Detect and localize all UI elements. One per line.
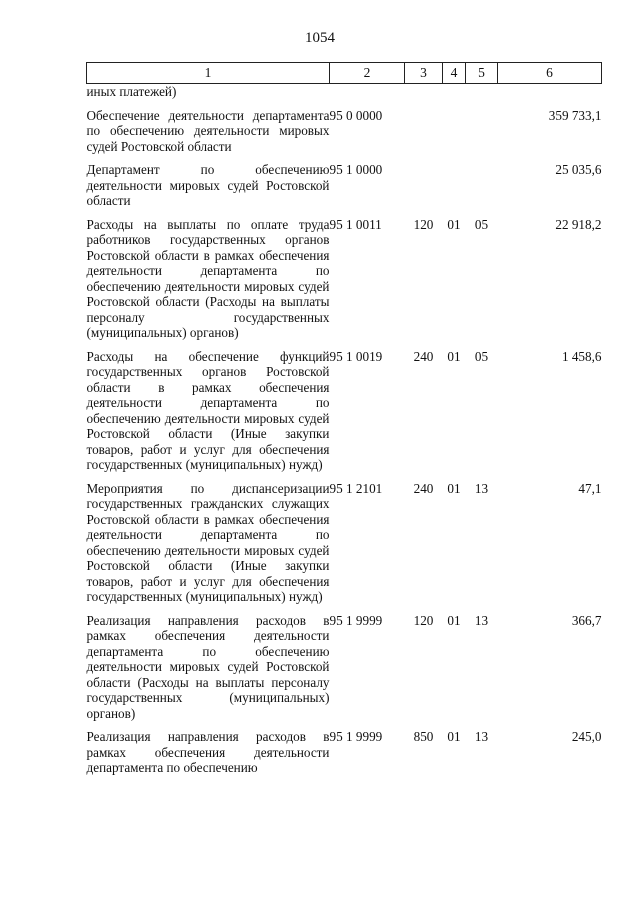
table-header	[87, 63, 602, 84]
row-rz: 01	[447, 348, 461, 364]
continuation-text: иных платежей)	[86, 84, 177, 99]
row-amount: 1 458,6	[561, 348, 602, 364]
row-pr: 05	[474, 348, 489, 364]
row-amount: 359 733,1	[548, 107, 602, 123]
row-code: 95 1 0011	[329, 216, 382, 232]
row-amount: 366,7	[571, 612, 602, 628]
row-vr	[405, 108, 443, 163]
row-amount: 25 035,6	[555, 162, 602, 177]
row-rz	[443, 108, 466, 163]
row-pr: 05	[474, 216, 489, 232]
table-row	[87, 217, 602, 349]
page-number: 1054	[305, 30, 335, 46]
row-rz: 01	[447, 216, 461, 232]
header-col-3: 3	[405, 63, 443, 84]
row-vr: 850	[413, 729, 434, 744]
row-code: 95 1 9999	[329, 729, 383, 744]
row-pr: 13	[474, 729, 489, 744]
row-name: Мероприятия по диспансеризации государственных гражданских служащих Ростовской области в рамках обеспечения деятельности департамента по обеспечению деятельности мировых судей Ростовской области (Иные закупки товаров, работ и услуг для обеспечения государственных (муниципальных) нужд)	[86, 480, 330, 604]
continuation-row	[87, 84, 602, 108]
row-amount: 245,0	[571, 729, 602, 744]
row-code: 95 1 0019	[329, 348, 383, 364]
header-col-5: 5	[466, 63, 498, 84]
header-col-4: 4	[443, 63, 466, 84]
row-vr: 120	[413, 612, 434, 628]
row-amount: 47,1	[578, 480, 602, 496]
row-pr	[466, 108, 498, 163]
row-amount: 22 918,2	[555, 216, 602, 232]
row-rz	[443, 162, 466, 217]
row-pr	[466, 162, 498, 217]
row-name: Расходы на обеспечение функций государственных органов Ростовской области в рамках обеспечения деятельности департамента по обеспечению деятельности мировых судей Ростовской области (Иные закупки товаров, работ и услуг для обеспечения государственных (муниципальных) нужд)	[86, 348, 330, 472]
row-code: 95 0 0000	[329, 107, 383, 123]
header-col-2: 2	[330, 63, 405, 84]
header-col-1: 1	[87, 63, 330, 84]
row-code: 95 1 9999	[329, 612, 383, 628]
row-rz: 01	[447, 612, 461, 628]
row-name: Расходы на выплаты по оплате труда работников государственных органов Ростовской области в рамках обеспечения деятельности департамента по обеспечению деятельности мировых судей Ростовской области (Расходы на выплаты персоналу государственных (муниципальных) органов)	[86, 216, 330, 340]
row-pr: 13	[474, 480, 489, 496]
row-rz: 01	[447, 729, 461, 744]
row-vr: 120	[413, 216, 434, 232]
table-row	[87, 729, 602, 776]
table-row	[87, 613, 602, 730]
row-name: Реализация направления расходов в рамках обеспечения деятельности департамента по обеспечению деятельности мировых судей Ростовской области (Расходы на выплаты персоналу государственных (муниципальных) органов)	[86, 612, 330, 721]
row-vr: 240	[413, 480, 434, 496]
row-pr: 13	[474, 612, 489, 628]
row-code: 95 1 2101	[329, 480, 383, 496]
table-row	[87, 108, 602, 163]
table-row	[87, 349, 602, 481]
row-name: Обеспечение деятельности департамента по обеспечению деятельности мировых судей Ростовской области	[86, 107, 330, 154]
row-rz: 01	[447, 480, 461, 496]
row-name: Департамент по обеспечению деятельности мировых судей Ростовской области	[86, 162, 330, 208]
table-row	[87, 481, 602, 613]
budget-table	[86, 62, 602, 776]
table-row	[87, 162, 602, 217]
row-name: Реализация направления расходов в рамках обеспечения деятельности департамента по обеспечению	[86, 729, 330, 775]
row-vr: 240	[413, 348, 434, 364]
header-col-6: 6	[498, 63, 602, 84]
row-code: 95 1 0000	[329, 162, 383, 177]
row-vr	[405, 162, 443, 217]
